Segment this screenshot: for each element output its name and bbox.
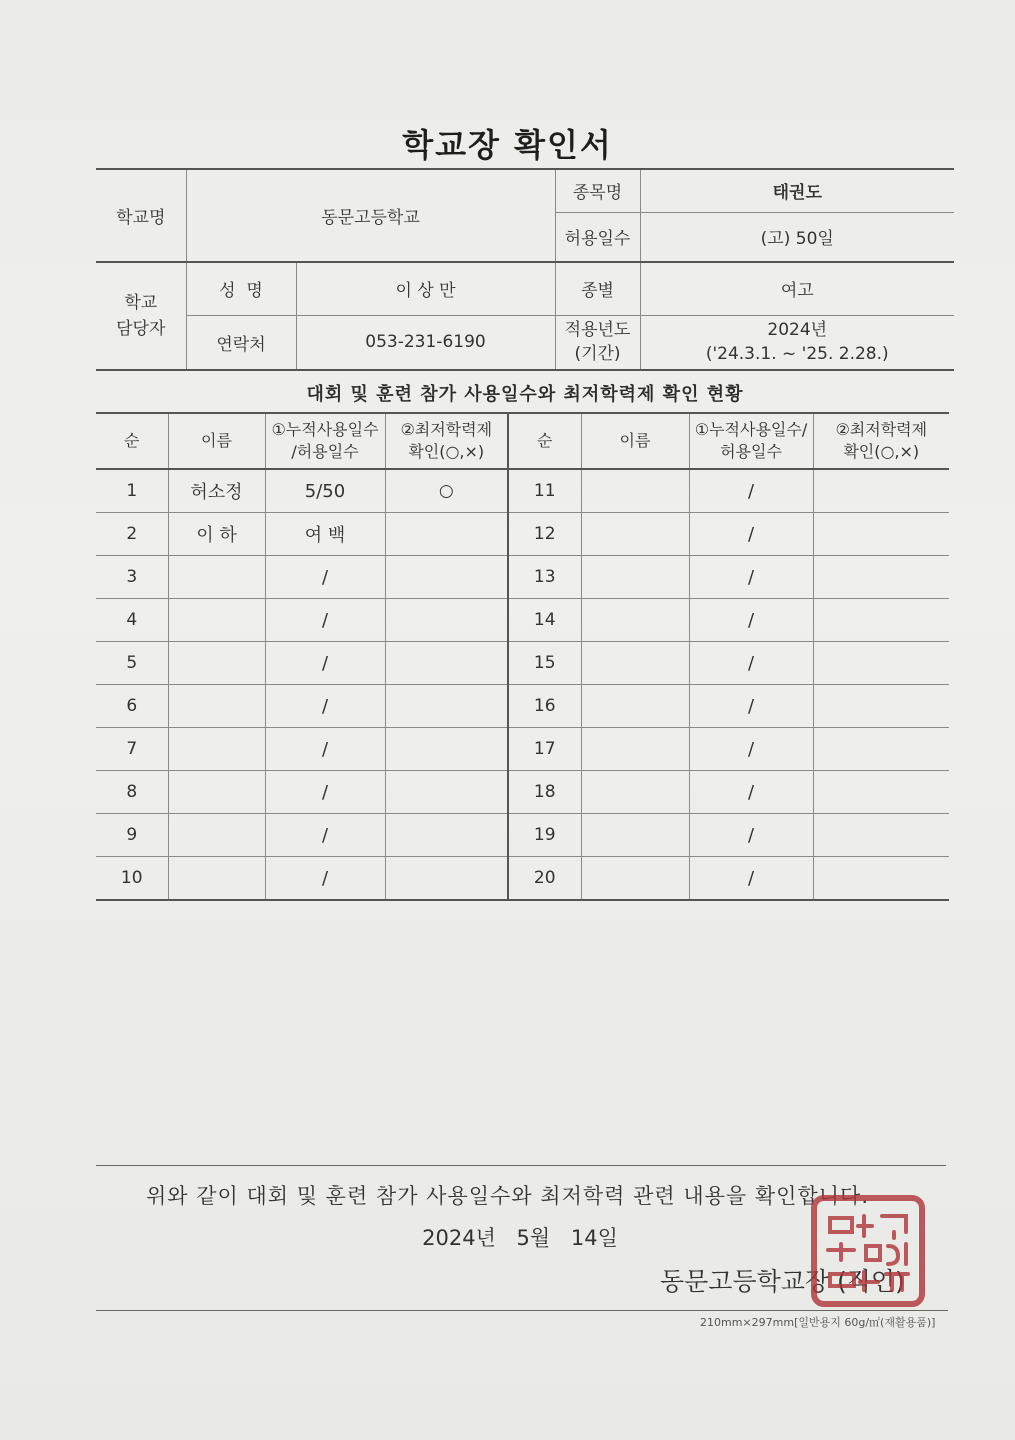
manager-label <box>96 262 186 370</box>
row-no-right: 12 <box>508 513 581 556</box>
row-no-right: 18 <box>508 771 581 814</box>
row-name <box>168 685 265 728</box>
row-name-right <box>581 814 689 857</box>
row-days-right: / <box>689 814 813 857</box>
row-no: 7 <box>96 728 168 771</box>
row-days: / <box>265 556 385 599</box>
row-name: 허소정 <box>168 469 265 513</box>
section-subtitle: 대회 및 훈련 참가 사용일수와 최저학력제 확인 현황 <box>306 384 744 405</box>
row-days-right: / <box>689 469 813 513</box>
contact-label: 연락처 <box>186 315 296 370</box>
row-name <box>168 771 265 814</box>
header-days-line1: ①누적사용일수 <box>271 420 379 439</box>
row-academic-check-right <box>813 642 949 685</box>
row-name-right <box>581 469 689 513</box>
row-academic-check <box>385 814 508 857</box>
table-row <box>96 771 949 814</box>
row-name <box>168 857 265 901</box>
row-days-right: / <box>689 685 813 728</box>
issue-date: 2024년 5월 14일 <box>422 1226 618 1250</box>
row-name <box>168 642 265 685</box>
school-info-table <box>96 168 954 371</box>
row-no: 10 <box>96 857 168 901</box>
row-days-right: / <box>689 513 813 556</box>
row-days: 여 백 <box>265 513 385 556</box>
year-value: 2024년 <box>767 320 828 341</box>
row-no: 6 <box>96 685 168 728</box>
allowed-days-value: (고) 50일 <box>640 212 954 262</box>
table-row <box>96 513 949 556</box>
header-academic <box>385 413 508 469</box>
category-value: 여고 <box>640 262 954 315</box>
header-days-right-line1: ①누적사용일수/ <box>694 420 808 439</box>
table-row <box>96 556 949 599</box>
row-academic-check-right <box>813 599 949 642</box>
row-academic-check <box>385 513 508 556</box>
header-academic-line2: 확인(○,×) <box>408 442 485 461</box>
row-name-right <box>581 642 689 685</box>
period-range: ('24.3.1. ~ '25. 2.28.) <box>705 344 889 365</box>
period-label-line2: (기간) <box>574 344 621 365</box>
row-no: 8 <box>96 771 168 814</box>
row-name-right <box>581 728 689 771</box>
table-row <box>96 469 949 513</box>
row-academic-check-right <box>813 556 949 599</box>
row-no-right: 14 <box>508 599 581 642</box>
row-days: 5/50 <box>265 469 385 513</box>
row-academic-check <box>385 642 508 685</box>
row-no: 4 <box>96 599 168 642</box>
row-no-right: 11 <box>508 469 581 513</box>
header-no-right: 순 <box>508 413 581 469</box>
contact-value: 053-231-6190 <box>296 315 555 370</box>
row-academic-check-right <box>813 771 949 814</box>
row-name-right <box>581 685 689 728</box>
manager-label-line2: 담당자 <box>116 319 166 339</box>
row-no-right: 19 <box>508 814 581 857</box>
row-academic-check <box>385 857 508 901</box>
row-no: 5 <box>96 642 168 685</box>
row-no: 3 <box>96 556 168 599</box>
header-name: 이름 <box>168 413 265 469</box>
row-days-right: / <box>689 556 813 599</box>
period-value <box>640 315 954 370</box>
footer-divider-bottom <box>96 1310 948 1311</box>
header-no: 순 <box>96 413 168 469</box>
row-days-right: / <box>689 642 813 685</box>
table-row <box>96 599 949 642</box>
table-row <box>96 728 949 771</box>
header-days-right <box>689 413 813 469</box>
allowed-days-label: 허용일수 <box>555 212 640 262</box>
row-academic-check-right <box>813 685 949 728</box>
school-name-value: 동문고등학교 <box>186 169 555 262</box>
row-name: 이 하 <box>168 513 265 556</box>
row-academic-check <box>385 556 508 599</box>
sport-value: 태권도 <box>640 169 954 212</box>
row-days: / <box>265 728 385 771</box>
sport-label: 종목명 <box>555 169 640 212</box>
row-academic-check-right <box>813 728 949 771</box>
row-name-right <box>581 857 689 901</box>
header-academic-line1: ②최저학력제 <box>400 420 493 439</box>
header-academic-right-line2: 확인(○,×) <box>843 442 920 461</box>
table-header <box>96 413 949 469</box>
row-days-right: / <box>689 728 813 771</box>
row-days: / <box>265 771 385 814</box>
row-name-right <box>581 771 689 814</box>
manager-name-label: 성 명 <box>186 262 296 315</box>
row-no: 9 <box>96 814 168 857</box>
document-title: 학교장 확인서 <box>402 126 613 164</box>
row-academic-check-right <box>813 814 949 857</box>
table-row <box>96 857 949 901</box>
period-label-line1: 적용년도 <box>564 320 631 341</box>
footer-divider-top <box>96 1165 946 1166</box>
header-days <box>265 413 385 469</box>
seal-engraving <box>828 1216 908 1290</box>
row-academic-check <box>385 599 508 642</box>
official-seal-stamp <box>808 1192 928 1310</box>
table-row <box>96 814 949 857</box>
row-days: / <box>265 685 385 728</box>
table-row <box>96 685 949 728</box>
row-no: 1 <box>96 469 168 513</box>
row-days: / <box>265 599 385 642</box>
row-academic-check <box>385 771 508 814</box>
row-no: 2 <box>96 513 168 556</box>
row-academic-check-right <box>813 513 949 556</box>
table-row <box>96 642 949 685</box>
row-name-right <box>581 513 689 556</box>
row-no-right: 15 <box>508 642 581 685</box>
row-name <box>168 556 265 599</box>
confirmation-text: 위와 같이 대회 및 훈련 참가 사용일수와 최저학력 관련 내용을 확인합니다. <box>145 1184 869 1208</box>
row-name-right <box>581 556 689 599</box>
period-label <box>555 315 640 370</box>
row-no-right: 20 <box>508 857 581 901</box>
row-no-right: 17 <box>508 728 581 771</box>
row-name <box>168 814 265 857</box>
usage-table <box>96 412 949 901</box>
row-academic-check <box>385 685 508 728</box>
header-academic-right <box>813 413 949 469</box>
header-days-right-line2: 허용일수 <box>720 442 782 461</box>
row-name <box>168 599 265 642</box>
header-days-line2: /허용일수 <box>291 442 359 461</box>
row-days: / <box>265 642 385 685</box>
header-name-right: 이름 <box>581 413 689 469</box>
school-name-label: 학교명 <box>96 169 186 262</box>
row-academic-check: ○ <box>385 469 508 513</box>
paper-spec-note: 210mm×297mm[일반용지 60g/㎡(재활용품)] <box>700 1316 936 1329</box>
category-label: 종별 <box>555 262 640 315</box>
row-academic-check-right <box>813 469 949 513</box>
row-academic-check-right <box>813 857 949 901</box>
row-days: / <box>265 814 385 857</box>
row-days-right: / <box>689 857 813 901</box>
row-no-right: 13 <box>508 556 581 599</box>
manager-name-value: 이 상 만 <box>296 262 555 315</box>
row-no-right: 16 <box>508 685 581 728</box>
row-name-right <box>581 599 689 642</box>
row-academic-check <box>385 728 508 771</box>
principal-signature: 동문고등학교장 (직인) <box>660 1267 905 1296</box>
row-name <box>168 728 265 771</box>
manager-label-line1: 학교 <box>124 293 158 313</box>
row-days: / <box>265 857 385 901</box>
header-academic-right-line1: ②최저학력제 <box>835 420 928 439</box>
row-days-right: / <box>689 599 813 642</box>
row-days-right: / <box>689 771 813 814</box>
